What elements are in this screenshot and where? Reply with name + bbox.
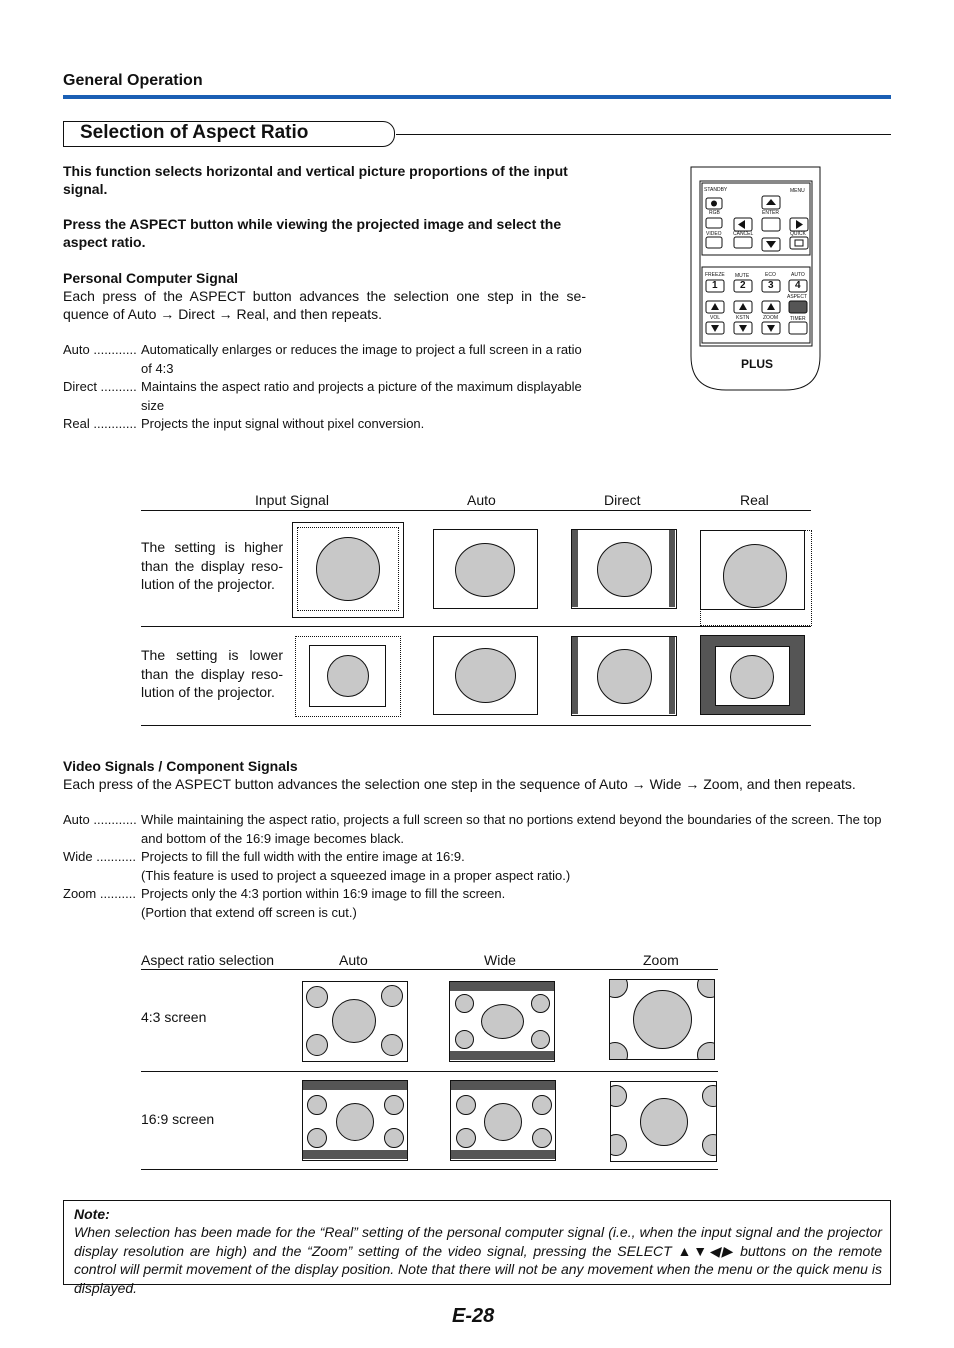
v169-zoom-circle-tr bbox=[702, 1085, 717, 1107]
video-table-rule-mid bbox=[141, 1071, 718, 1072]
v43-zoom-circle-br bbox=[697, 1042, 715, 1060]
pc-table-rule-mid bbox=[141, 626, 811, 627]
def-text: Projects only the 4:3 portion within 16:9 image to fill the screen. bbox=[141, 886, 506, 901]
pc-higher-input-circle bbox=[316, 537, 380, 601]
v43-auto-circle-tl bbox=[306, 986, 328, 1008]
remote-label-rgb: RGB bbox=[709, 210, 720, 216]
remote-label-standby: STANDBY bbox=[704, 187, 728, 193]
pc-higher-direct-bar-right bbox=[669, 530, 675, 607]
remote-label-aspect: ASPECT bbox=[787, 294, 808, 300]
pc-table-rule-bottom bbox=[141, 725, 811, 726]
remote-label-quick: QUICK bbox=[790, 231, 806, 237]
def-term: Direct .......... bbox=[63, 379, 137, 394]
v43-auto-circle-center bbox=[332, 999, 376, 1043]
def-term: Wide ........... bbox=[63, 849, 136, 864]
v169-auto-bar-bottom bbox=[303, 1150, 407, 1159]
def-text: Automatically enlarges or reduces the image to project a full screen in a ratio of 4:3 bbox=[141, 342, 582, 376]
video-table-rule-bottom bbox=[141, 1169, 718, 1170]
section-heading: General Operation bbox=[63, 72, 203, 89]
v43-wide-circle-br bbox=[531, 1030, 550, 1049]
v43-zoom-circle-center bbox=[633, 990, 692, 1049]
v43-wide-circle-tl bbox=[455, 994, 474, 1013]
v43-wide-circle-center bbox=[481, 1004, 524, 1039]
title-rule bbox=[396, 134, 891, 135]
v43-wide-circle-bl bbox=[455, 1030, 474, 1049]
remote-label-timer: TIMER bbox=[790, 316, 806, 322]
pc-lower-direct-bar-right bbox=[669, 637, 675, 714]
def-term bbox=[63, 903, 141, 922]
video-signal-heading: Video Signals / Component Signals bbox=[63, 758, 298, 774]
video-def-zoom bbox=[63, 884, 893, 903]
v169-wide-bar-bottom bbox=[451, 1150, 555, 1159]
v43-auto-circle-br bbox=[381, 1034, 403, 1056]
v43-zoom-circle-bl bbox=[609, 1042, 628, 1060]
note-body: When selection has been made for the “Real” setting of the personal computer signal (i.e., when the input signal and the projector display resolution are high) and the “Zoom” setting of the video signal, pressing the SELECT ▲▼◀▶ buttons on the remote control will permit movement of the display position. Note that there will not be any movement when the menu or the quick menu is displayed. bbox=[74, 1224, 882, 1296]
video-signal-body: Each press of the ASPECT button advances the selection one step in the sequence of Auto → Wide → Zoom, and then repeats. bbox=[63, 776, 856, 792]
remote-label-auto: AUTO bbox=[791, 272, 805, 278]
remote-label-freeze: FREEZE bbox=[705, 272, 725, 278]
pc-higher-auto-circle bbox=[455, 543, 515, 597]
header-rule bbox=[63, 95, 891, 99]
def-text: Maintains the aspect ratio and projects a picture of the maximum displayable size bbox=[141, 379, 582, 413]
v43-zoom-frame bbox=[609, 979, 715, 1060]
def-term: Real ............ bbox=[63, 416, 137, 431]
pc-lower-real-circle bbox=[730, 655, 774, 699]
pc-row-higher-label: The setting is higher than the display reso- lution of the projector. bbox=[141, 539, 283, 592]
intro-paragraph-1: This function selects horizontal and vertical picture proportions of the input signal. bbox=[63, 163, 568, 197]
remote-label-mute: MUTE bbox=[735, 273, 750, 279]
v169-wide-circle-bl bbox=[456, 1128, 476, 1148]
remote-label-1: 1 bbox=[712, 280, 718, 291]
video-col-auto: Auto bbox=[339, 952, 368, 968]
pc-higher-direct-bar-left bbox=[572, 530, 578, 607]
v169-wide-circle-br bbox=[532, 1128, 552, 1148]
remote-label-cancel: CANCEL bbox=[733, 231, 754, 237]
video-col-wide: Wide bbox=[484, 952, 516, 968]
remote-label-2: 2 bbox=[740, 280, 746, 291]
video-def-wide-note bbox=[63, 866, 893, 885]
v169-auto-circle-tr bbox=[384, 1095, 404, 1115]
pc-def-real bbox=[63, 414, 589, 433]
v169-auto-circle-br bbox=[384, 1128, 404, 1148]
pc-signal-body: Each press of the ASPECT button advances the selection one step in the se- quence of Auto → Direct → Real, and then repeats. bbox=[63, 288, 586, 322]
v169-zoom-frame bbox=[610, 1081, 717, 1162]
v169-zoom-circle-bl bbox=[610, 1134, 627, 1156]
v43-zoom-circle-tr bbox=[697, 979, 715, 998]
def-term: Zoom .......... bbox=[63, 886, 136, 901]
page-title: Selection of Aspect Ratio bbox=[80, 122, 309, 143]
def-term: Auto ............ bbox=[63, 812, 137, 827]
pc-col-real: Real bbox=[740, 492, 769, 508]
pc-lower-auto-circle bbox=[455, 648, 516, 703]
note-label: Note: bbox=[74, 1206, 110, 1222]
video-def-wide bbox=[63, 847, 893, 866]
video-table-rule-top bbox=[141, 969, 718, 970]
v169-wide-bar-top bbox=[451, 1081, 555, 1090]
remote-label-3: 3 bbox=[768, 280, 774, 291]
def-term: Auto ............ bbox=[63, 342, 137, 357]
v169-zoom-circle-br bbox=[702, 1134, 717, 1156]
v43-auto-circle-bl bbox=[306, 1034, 328, 1056]
intro-paragraph-2: Press the ASPECT button while viewing the projected image and select the aspect ratio. bbox=[63, 216, 562, 250]
def-text: While maintaining the aspect ratio, projects a full screen so that no portions extend beyond the boundaries of the screen. The top and bottom of the 16:9 image becomes black. bbox=[141, 812, 882, 846]
pc-signal-heading: Personal Computer Signal bbox=[63, 270, 239, 286]
v43-wide-bar-bottom bbox=[450, 1051, 554, 1060]
note-box bbox=[63, 1200, 891, 1296]
video-col-zoom: Zoom bbox=[643, 952, 679, 968]
remote-label-4: 4 bbox=[795, 280, 801, 291]
video-col-selection: Aspect ratio selection bbox=[141, 952, 275, 968]
def-text: Projects the input signal without pixel conversion. bbox=[141, 416, 425, 431]
pc-higher-real-circle bbox=[723, 544, 787, 608]
v169-zoom-circle-tl bbox=[610, 1085, 627, 1107]
v169-wide-circle-tr bbox=[532, 1095, 552, 1115]
pc-col-direct: Direct bbox=[604, 492, 641, 508]
pc-lower-direct-bar-left bbox=[572, 637, 578, 714]
pc-lower-input-circle bbox=[327, 655, 369, 697]
v169-auto-circle-tl bbox=[307, 1095, 327, 1115]
remote-control-illustration bbox=[690, 166, 821, 390]
v43-wide-bar-top bbox=[450, 982, 554, 991]
video-def-zoom-note bbox=[63, 903, 893, 922]
pc-col-input: Input Signal bbox=[255, 492, 329, 508]
v43-auto-circle-tr bbox=[381, 985, 403, 1007]
def-text: (This feature is used to project a squeezed image in a proper aspect ratio.) bbox=[141, 868, 571, 883]
remote-label-vol: VOL bbox=[710, 315, 721, 321]
v169-wide-circle-tl bbox=[456, 1095, 476, 1115]
pc-table-rule-top bbox=[141, 510, 811, 511]
remote-label-menu: MENU bbox=[790, 188, 805, 194]
v169-auto-circle-center bbox=[336, 1103, 374, 1141]
remote-label-zoom: ZOOM bbox=[763, 315, 778, 321]
pc-def-direct bbox=[63, 377, 589, 415]
pc-row-lower-label: The setting is lower than the display reso- lution of the projector. bbox=[141, 647, 283, 700]
pc-lower-direct-circle bbox=[597, 649, 652, 704]
v43-zoom-circle-tl bbox=[609, 979, 628, 998]
v169-zoom-circle-center bbox=[640, 1098, 688, 1146]
def-text: Projects to fill the full width with the entire image at 16:9. bbox=[141, 849, 465, 864]
v43-wide-circle-tr bbox=[531, 994, 550, 1013]
video-row-4-3-label: 4:3 screen bbox=[141, 1009, 207, 1025]
remote-brand-logo: PLUS bbox=[741, 357, 774, 371]
v169-auto-circle-bl bbox=[307, 1128, 327, 1148]
remote-label-video: VIDEO bbox=[706, 231, 722, 237]
remote-label-enter: ENTER bbox=[762, 210, 779, 216]
def-text: (Portion that extend off screen is cut.) bbox=[141, 905, 357, 920]
pc-def-auto bbox=[63, 340, 589, 378]
pc-col-auto: Auto bbox=[467, 492, 496, 508]
video-row-16-9-label: 16:9 screen bbox=[141, 1111, 215, 1127]
remote-label-kstn: KSTN bbox=[736, 315, 750, 321]
page-number: E-28 bbox=[452, 1305, 495, 1327]
v169-auto-bar-top bbox=[303, 1081, 407, 1090]
v169-wide-circle-center bbox=[484, 1103, 522, 1141]
remote-label-eco: ECO bbox=[765, 272, 776, 278]
video-def-auto bbox=[63, 810, 893, 848]
def-term bbox=[63, 866, 141, 885]
pc-higher-direct-circle bbox=[597, 542, 652, 597]
